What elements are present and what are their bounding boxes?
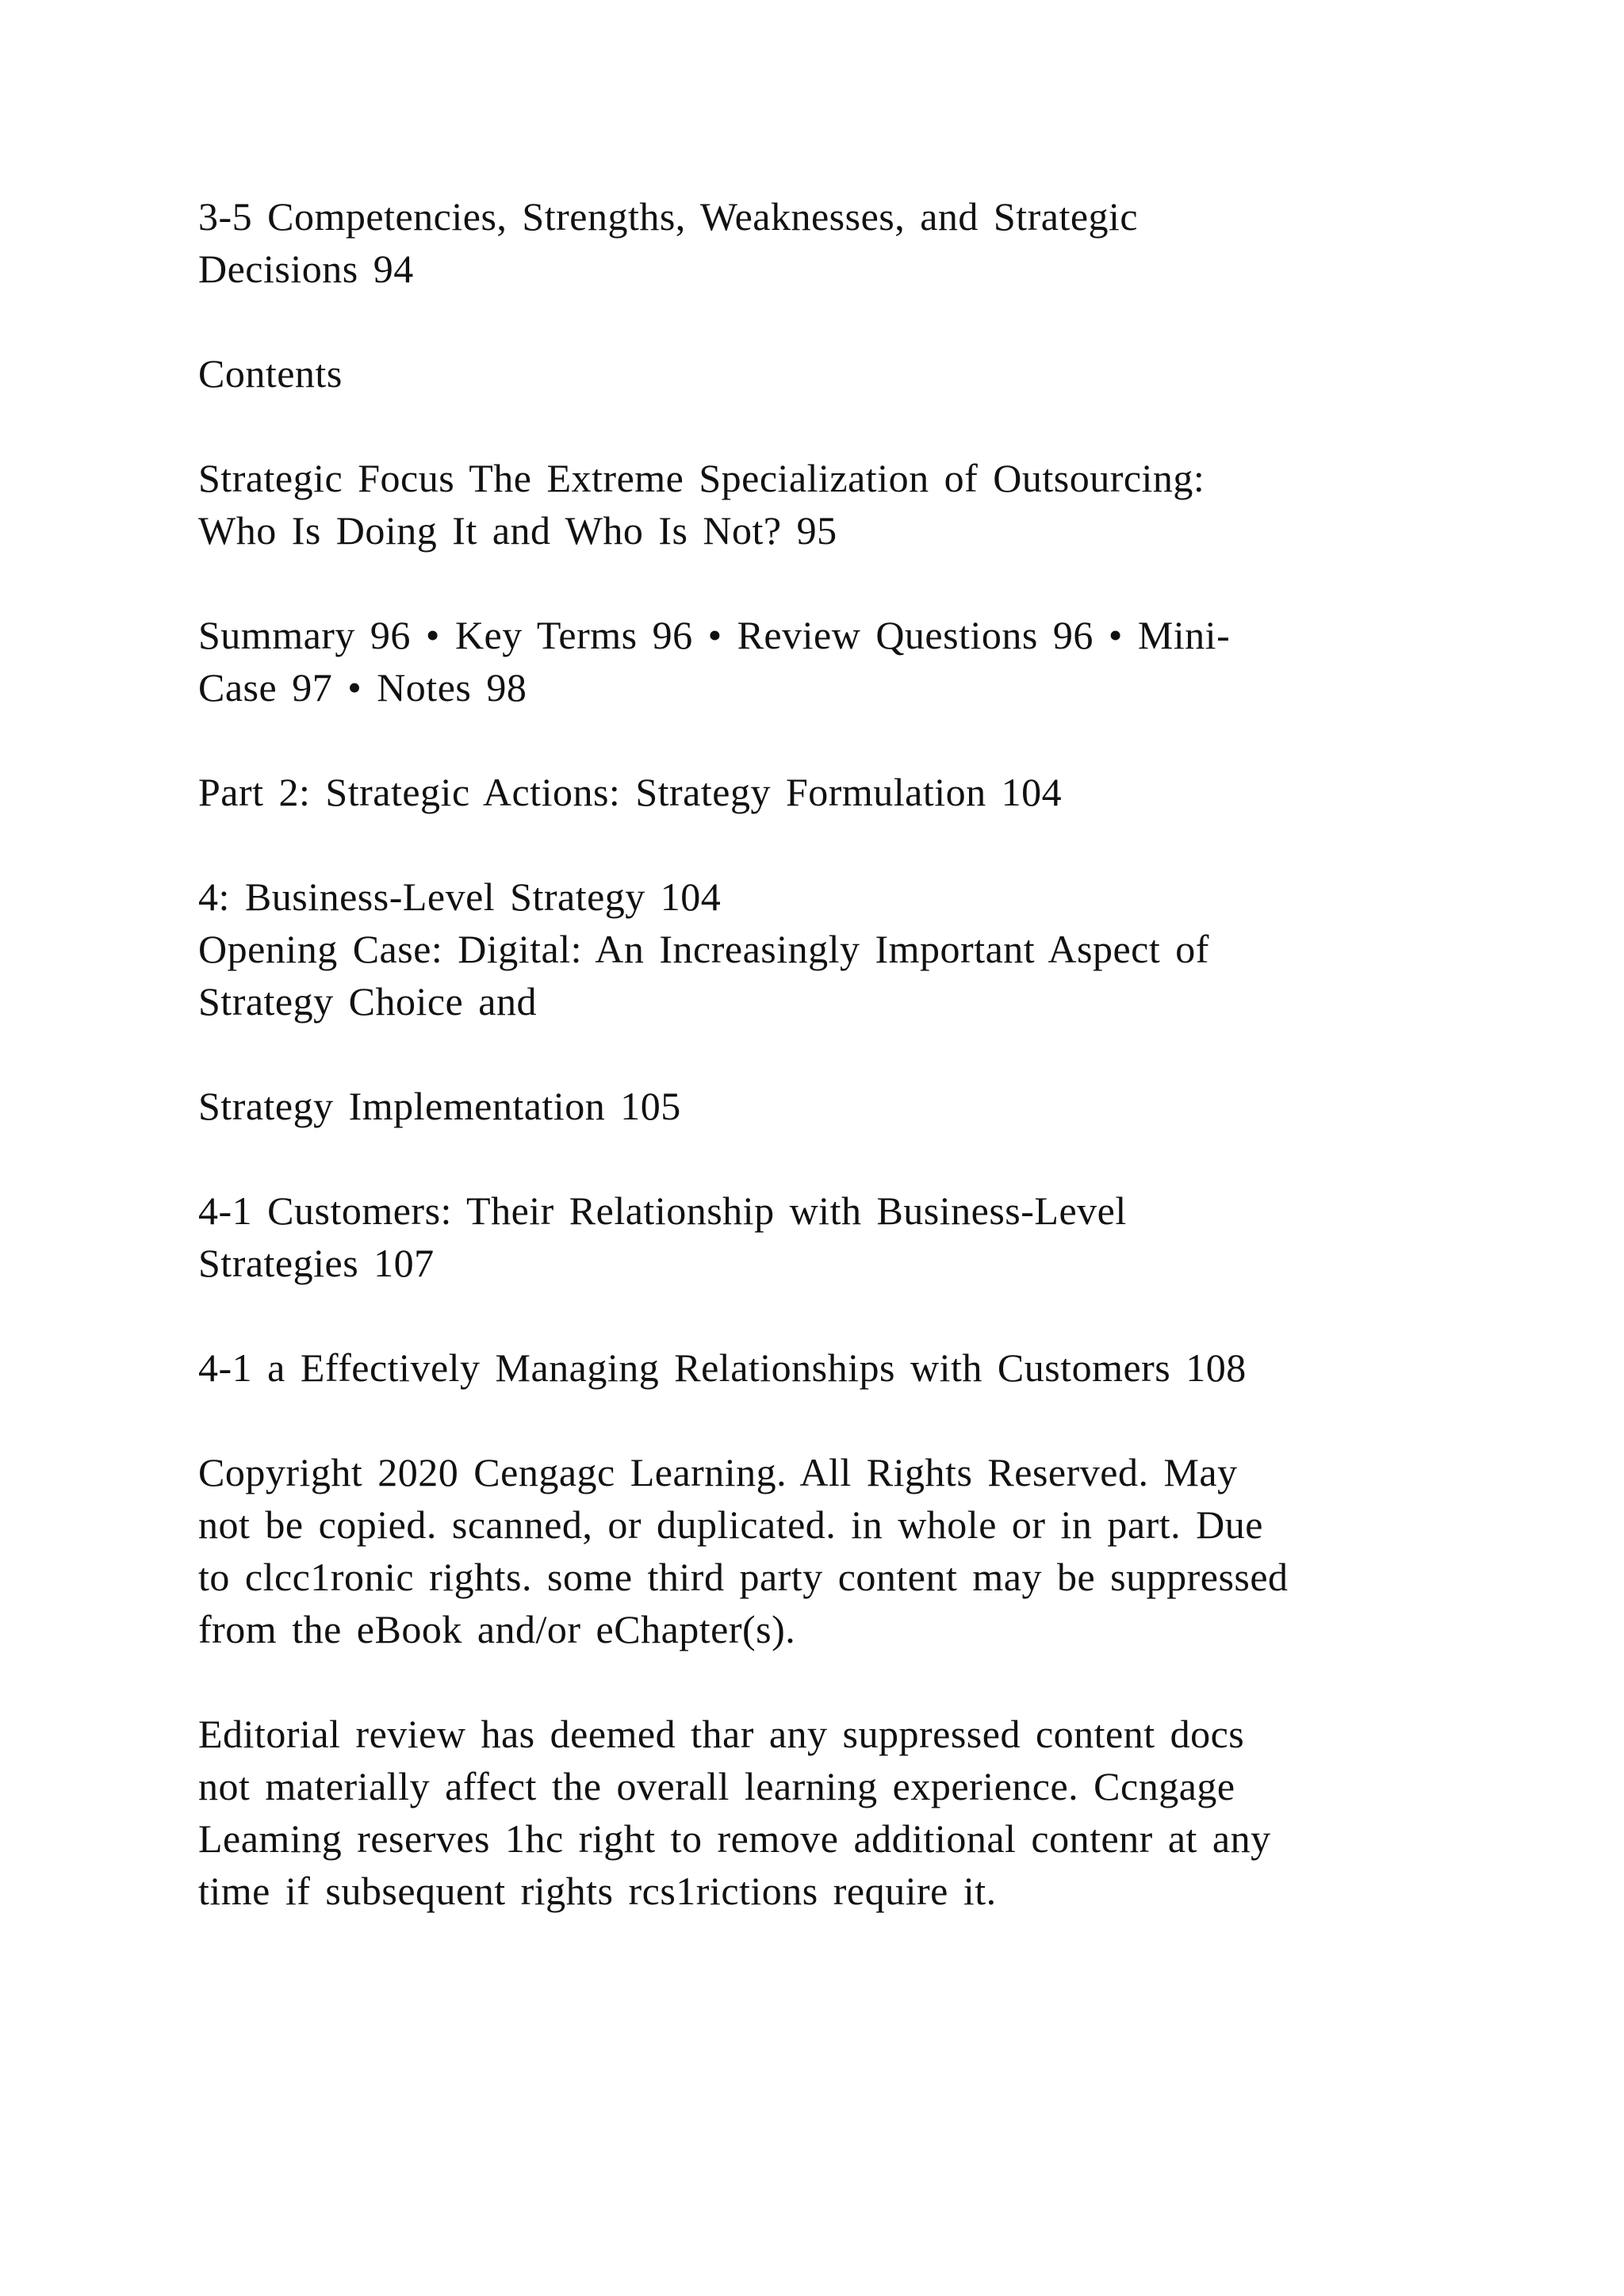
contents-heading: [198, 347, 1467, 400]
text-line: 3-5 Competencies, Strengths, Weaknesses, and Strategic: [198, 194, 1139, 239]
text-line: 4-1 Customers: Their Relationship with Business-Level: [198, 1188, 1127, 1233]
toc-entry-3-5: [198, 190, 1467, 295]
text-line: Strategy Choice and: [198, 979, 537, 1024]
toc-entry-4-1: [198, 1184, 1467, 1289]
text-line: Part 2: Strategic Actions: Strategy Formulation 104: [198, 770, 1063, 814]
text-line: 4: Business-Level Strategy 104: [198, 874, 722, 919]
text-line: Decisions 94: [198, 247, 414, 291]
text-line: Opening Case: Digital: An Increasingly Important Aspect of: [198, 927, 1209, 971]
text-line: Strategies 107: [198, 1241, 435, 1285]
text-line: to clcc1ronic rights. some third party content may be suppressed: [198, 1555, 1289, 1599]
text-line: Contents: [198, 351, 343, 396]
text-line: not materially affect the overall learning experience. Ccngage: [198, 1764, 1235, 1808]
text-line: from the eBook and/or eChapter(s).: [198, 1607, 796, 1651]
toc-entry-4-1a: [198, 1341, 1467, 1394]
text-line: 4-1 a Effectively Managing Relationships with Customers 108: [198, 1345, 1247, 1390]
editorial-notice: [198, 1708, 1467, 1917]
toc-entry-summary: [198, 609, 1467, 714]
text-line: Who Is Doing It and Who Is Not? 95: [198, 508, 837, 553]
toc-entry-chapter-4: [198, 871, 1467, 1027]
text-line: Editorial review has deemed thar any suppressed content docs: [198, 1712, 1245, 1756]
toc-entry-strategic-focus: [198, 452, 1467, 557]
text-line: not be copied. scanned, or duplicated. in whole or in part. Due: [198, 1502, 1263, 1547]
text-line: Copyright 2020 Cengagc Learning. All Rights Reserved. May: [198, 1450, 1238, 1494]
toc-entry-part-2: [198, 766, 1467, 818]
document-body: [198, 190, 1467, 1917]
toc-entry-strategy-implementation: [198, 1080, 1467, 1132]
text-line: Leaming reserves 1hc right to remove additional contenr at any: [198, 1816, 1271, 1861]
copyright-notice: [198, 1446, 1467, 1655]
text-line: Summary 96 • Key Terms 96 • Review Questions 96 • Mini-: [198, 613, 1231, 657]
text-line: Strategic Focus The Extreme Specialization of Outsourcing:: [198, 456, 1205, 500]
text-line: time if subsequent rights rcs1rictions require it.: [198, 1869, 997, 1913]
text-line: Strategy Implementation 105: [198, 1084, 681, 1128]
text-line: Case 97 • Notes 98: [198, 665, 527, 710]
